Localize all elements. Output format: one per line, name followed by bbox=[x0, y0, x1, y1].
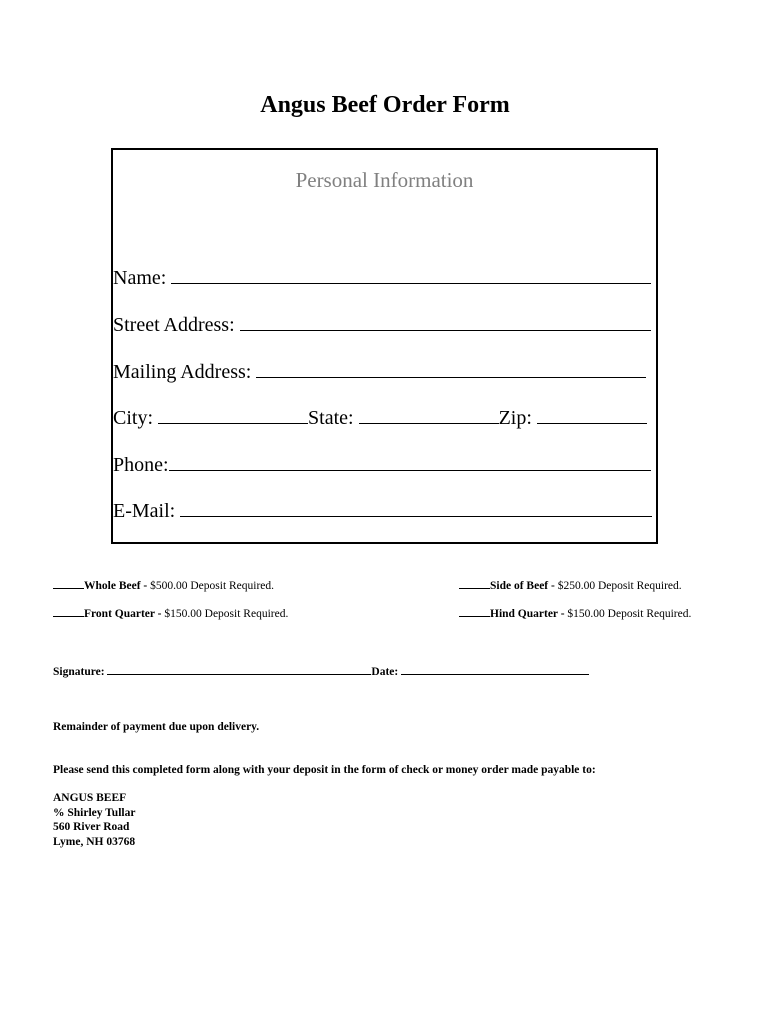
side-of-beef-blank[interactable] bbox=[459, 578, 490, 589]
state-field[interactable] bbox=[359, 405, 499, 424]
front-quarter-detail: $150.00 Deposit Required. bbox=[164, 608, 289, 620]
side-of-beef-name: Side of Beef - bbox=[490, 580, 558, 592]
name-field[interactable] bbox=[171, 265, 651, 284]
street-address-label: Street Address: bbox=[113, 314, 240, 336]
hind-quarter-detail: $150.00 Deposit Required. bbox=[567, 608, 692, 620]
zip-label: Zip: bbox=[498, 407, 537, 429]
name-row bbox=[113, 265, 651, 290]
whole-beef-detail: $500.00 Deposit Required. bbox=[150, 580, 275, 592]
hind-quarter-blank[interactable] bbox=[459, 606, 490, 617]
front-quarter-blank[interactable] bbox=[53, 606, 84, 617]
signature-date-row bbox=[53, 664, 589, 679]
mailing-address-block bbox=[53, 791, 135, 849]
date-label: Date: bbox=[371, 666, 402, 678]
email-label: E-Mail: bbox=[113, 500, 181, 522]
zip-field[interactable] bbox=[537, 405, 647, 424]
date-field[interactable] bbox=[401, 664, 589, 675]
street-address-row bbox=[113, 312, 651, 337]
signature-field[interactable] bbox=[107, 664, 371, 675]
street-address-field[interactable] bbox=[240, 312, 651, 331]
personal-info-heading: Personal Information bbox=[295, 168, 474, 192]
address-line-3: 560 River Road bbox=[53, 821, 130, 834]
email-row bbox=[113, 498, 652, 523]
address-line-1: ANGUS BEEF bbox=[53, 792, 127, 804]
form-title: Angus Beef Order Form bbox=[260, 92, 510, 118]
personal-info-box bbox=[111, 148, 658, 544]
side-of-beef-detail: $250.00 Deposit Required. bbox=[557, 580, 682, 592]
email-field[interactable] bbox=[180, 498, 652, 517]
whole-beef-name: Whole Beef - bbox=[84, 580, 151, 592]
address-line-4: Lyme, NH 03768 bbox=[53, 835, 136, 848]
hind-quarter-name: Hind Quarter - bbox=[490, 608, 568, 620]
city-field[interactable] bbox=[158, 405, 308, 424]
send-note: Please send this completed form along with your deposit in the form of check or money order made payable to: bbox=[53, 764, 596, 776]
option-front-quarter bbox=[53, 606, 288, 621]
city-state-zip-row bbox=[113, 405, 647, 430]
state-label: State: bbox=[308, 407, 359, 429]
phone-field[interactable] bbox=[169, 452, 651, 471]
phone-row bbox=[113, 452, 651, 477]
whole-beef-blank[interactable] bbox=[53, 578, 84, 589]
city-label: City: bbox=[113, 407, 159, 429]
front-quarter-name: Front Quarter - bbox=[84, 608, 165, 620]
mailing-address-row bbox=[113, 359, 646, 384]
option-hind-quarter bbox=[459, 606, 691, 621]
signature-label: Signature: bbox=[53, 666, 108, 678]
option-side-of-beef bbox=[459, 578, 682, 593]
remainder-note: Remainder of payment due upon delivery. bbox=[53, 721, 260, 733]
address-line-2: % Shirley Tullar bbox=[53, 806, 136, 819]
phone-label: Phone: bbox=[113, 454, 169, 476]
mailing-address-label: Mailing Address: bbox=[113, 361, 257, 383]
name-label: Name: bbox=[113, 267, 172, 289]
mailing-address-field[interactable] bbox=[256, 359, 646, 378]
option-whole-beef bbox=[53, 578, 274, 593]
